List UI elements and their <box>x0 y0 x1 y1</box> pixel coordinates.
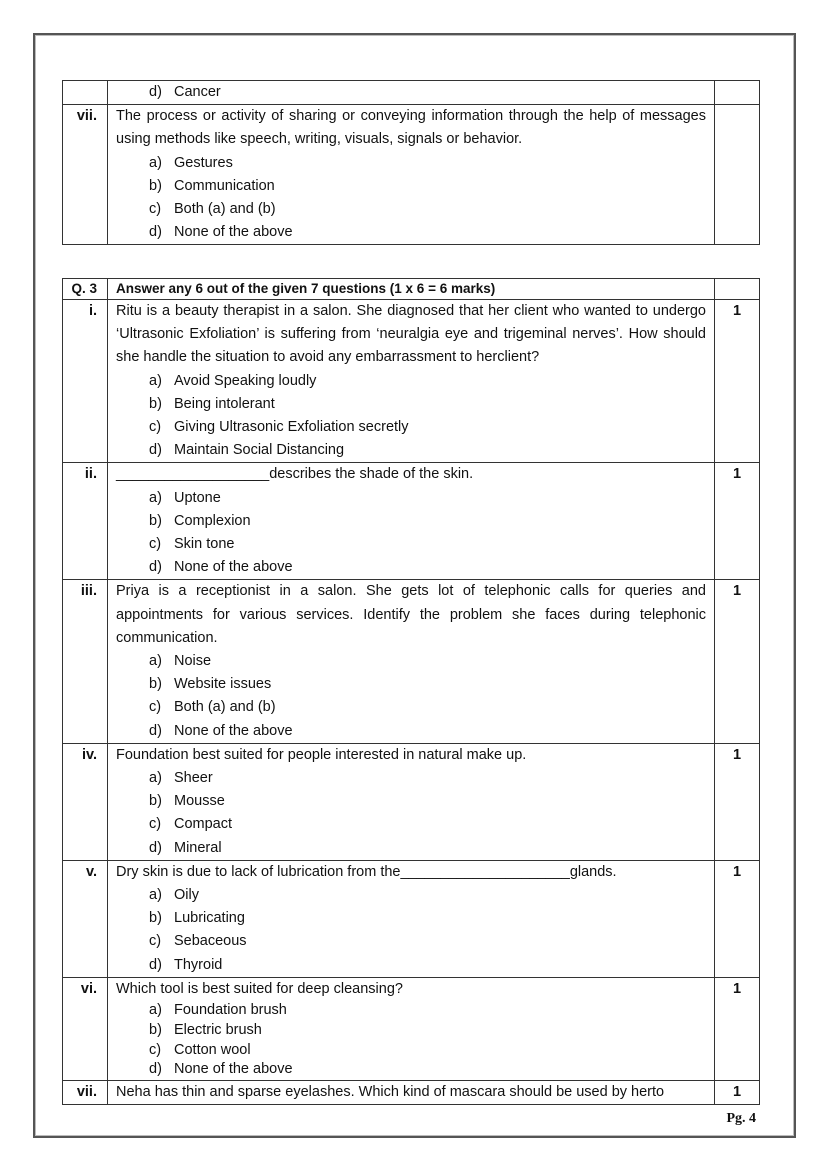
option-item <box>149 650 706 673</box>
option-item <box>149 696 706 719</box>
question-number: iv. <box>63 743 108 860</box>
option-label: b) <box>149 512 162 529</box>
question-table-q3 <box>62 278 760 1105</box>
option-label: a) <box>149 489 162 506</box>
option-item <box>149 152 706 175</box>
option-text: Uptone <box>174 489 221 506</box>
marks-cell: 1 <box>715 463 760 580</box>
option-item <box>149 556 706 579</box>
option-text: None of the above <box>174 1061 293 1078</box>
option-label: a) <box>149 372 162 389</box>
option-item <box>149 487 706 510</box>
option-text: None of the above <box>174 559 293 576</box>
option-text: Website issues <box>174 676 272 693</box>
option-text: Both (a) and (b) <box>174 699 276 716</box>
option-label: c) <box>149 1041 162 1058</box>
option-item <box>149 813 706 836</box>
option-label: c) <box>149 419 162 436</box>
options-list <box>116 487 706 580</box>
option-item <box>149 439 706 462</box>
option-item <box>149 416 706 439</box>
question-number: iii. <box>63 580 108 743</box>
table-row <box>63 743 760 860</box>
section-instruction: Answer any 6 out of the given 7 questions (1 x 6 = 6 marks) <box>108 279 715 300</box>
option-label: c) <box>149 536 162 553</box>
option-item <box>149 221 706 244</box>
marks-cell: 1 <box>715 977 760 1080</box>
option-item <box>149 510 706 533</box>
option-text: Gestures <box>174 154 233 171</box>
option-label: b) <box>149 395 162 412</box>
option-label: a) <box>149 1002 162 1019</box>
option-text: Compact <box>174 816 233 833</box>
option-text: Skin tone <box>174 536 235 553</box>
table-row <box>63 105 760 245</box>
options-list <box>116 650 706 743</box>
question-number: vii. <box>63 105 108 245</box>
table-row <box>63 1081 760 1105</box>
option-text: Communication <box>174 177 275 194</box>
option-item <box>149 884 706 907</box>
table-row <box>63 977 760 1080</box>
option-item <box>149 720 706 743</box>
question-table-previous <box>62 80 760 245</box>
option-label: b) <box>149 910 162 927</box>
marks-cell: 1 <box>715 300 760 463</box>
option-item <box>149 533 706 556</box>
option-item <box>149 370 706 393</box>
option-label: a) <box>149 887 162 904</box>
option-text: Giving Ultrasonic Exfoliation secretly <box>174 419 409 436</box>
option-label: c) <box>149 933 162 950</box>
section-number: Q. 3 <box>63 279 108 300</box>
section-header-row <box>63 279 760 300</box>
option-item <box>149 673 706 696</box>
question-text: Foundation best suited for people interested in natural make up. <box>116 746 527 763</box>
option-label: d) <box>149 224 162 241</box>
table-row <box>63 860 760 977</box>
options-list <box>116 884 706 977</box>
option-text: Complexion <box>174 512 251 529</box>
option-label: d) <box>149 956 162 973</box>
option-text: Lubricating <box>174 910 245 927</box>
table-row <box>63 300 760 463</box>
option-text: Both (a) and (b) <box>174 201 276 218</box>
table-row <box>63 463 760 580</box>
page-number: Pg. 4 <box>726 1111 756 1126</box>
option-label: d) <box>149 442 162 459</box>
option-text: Mineral <box>174 839 222 856</box>
question-text: Neha has thin and sparse eyelashes. Which kind of mascara should be used by herto <box>116 1084 665 1101</box>
option-text: Being intolerant <box>174 395 275 412</box>
options-list <box>116 370 706 463</box>
options-list <box>116 1001 706 1080</box>
options-list <box>116 767 706 860</box>
options-list <box>116 152 706 245</box>
option-text: Thyroid <box>174 956 223 973</box>
option-label: b) <box>149 676 162 693</box>
option-item <box>149 954 706 977</box>
marks-cell: 1 <box>715 743 760 860</box>
option-label: b) <box>149 1021 162 1038</box>
option-item <box>149 393 706 416</box>
question-text: The process or activity of sharing or conveying information through the help of messages using methods like speech, writing, visuals, signals or behavior. <box>116 108 706 148</box>
question-text: Which tool is best suited for deep cleansing? <box>116 980 403 997</box>
option-label: c) <box>149 699 162 716</box>
option-label: b) <box>149 177 162 194</box>
question-number: i. <box>63 300 108 463</box>
option-label: a) <box>149 154 162 171</box>
option-text: Avoid Speaking loudly <box>174 372 317 389</box>
question-text: Ritu is a beauty therapist in a salon. She diagnosed that her client who wanted to undergo ‘Ultrasonic Exfoliation’ is suffering from ‘neuralgia eye and trigeminal nerves’. How should she handle the situation to avoid any embarrassment to herclient? <box>116 303 706 366</box>
question-number: vii. <box>63 1081 108 1105</box>
question-text: ___________________describes the shade of the skin. <box>116 466 474 483</box>
option-item <box>149 930 706 953</box>
table-row <box>63 580 760 743</box>
question-text: Dry skin is due to lack of lubrication from the_____________________glands. <box>116 863 617 880</box>
option-text: Noise <box>174 653 212 670</box>
option-text: None of the above <box>174 722 293 739</box>
option-item <box>149 837 706 860</box>
question-number: v. <box>63 860 108 977</box>
option-label: d) <box>149 1061 162 1078</box>
marks-cell: 1 <box>715 580 760 743</box>
option-item <box>149 1060 706 1080</box>
option-text: Maintain Social Distancing <box>174 442 345 459</box>
question-text: Priya is a receptionist in a salon. She gets lot of telephonic calls for queries and appointments for various services. Identify the problem she faces during telephonic communication. <box>116 583 706 646</box>
option-text: None of the above <box>174 224 293 241</box>
option-item <box>149 198 706 221</box>
option-label: b) <box>149 793 162 810</box>
option-text: Sheer <box>174 770 213 787</box>
option-text: Sebaceous <box>174 933 247 950</box>
question-number: ii. <box>63 463 108 580</box>
option-item <box>149 767 706 790</box>
marks-cell: 1 <box>715 1081 760 1105</box>
option-item <box>149 1001 706 1021</box>
option-item <box>149 175 706 198</box>
option-label: c) <box>149 201 162 218</box>
option-item <box>149 1021 706 1041</box>
option-text: Oily <box>174 887 199 904</box>
option-item <box>149 907 706 930</box>
option-text: Electric brush <box>174 1021 262 1038</box>
option-item: d) Cancer <box>149 84 221 100</box>
option-item <box>149 790 706 813</box>
option-label: d) <box>149 839 162 856</box>
option-label: a) <box>149 770 162 787</box>
table-row <box>63 81 760 105</box>
question-number: vi. <box>63 977 108 1080</box>
option-text: Mousse <box>174 793 225 810</box>
option-label: d) <box>149 722 162 739</box>
option-label: c) <box>149 816 162 833</box>
marks-cell: 1 <box>715 860 760 977</box>
option-label: a) <box>149 653 162 670</box>
option-label: d) <box>149 559 162 576</box>
option-text: Foundation brush <box>174 1002 287 1019</box>
option-text: Cotton wool <box>174 1041 251 1058</box>
option-item <box>149 1041 706 1061</box>
